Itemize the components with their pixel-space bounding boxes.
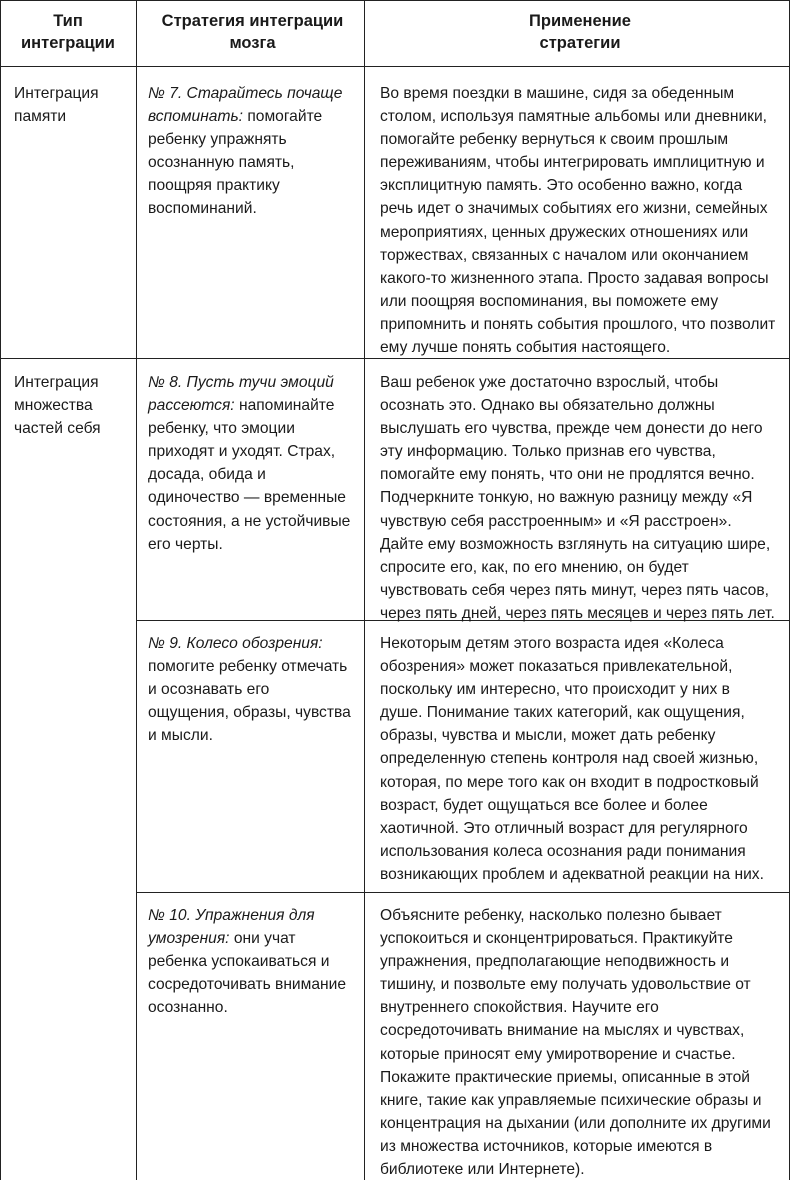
- header-application: Применение стратегии: [529, 12, 631, 52]
- strategy-cell: [148, 632, 353, 747]
- column-divider: [136, 0, 137, 1180]
- strategy-text: помогайте ребенку упражнять осознанную память, поощряя практику воспоминаний.: [148, 108, 323, 218]
- strategy-text: помогите ребенку отмечать и осознавать его ощущения, образы, чувства и мысли.: [148, 658, 351, 745]
- strategy-cell: [148, 82, 353, 221]
- integration-type: Интеграция памяти: [14, 85, 99, 126]
- table-top-border: [0, 0, 790, 1]
- row-divider: [136, 892, 790, 893]
- strategy-text: они учат ребенка успокаиваться и сосредоточивать внимание осознанно.: [148, 930, 347, 1017]
- header-type: Тип интеграции: [21, 12, 115, 52]
- strategy-title: № 7. Старайтесь почаще вспоминать:: [148, 85, 343, 126]
- application-text: Объясните ребенку, насколько полезно бывает успокоиться и сконцентрироваться. Практикуйте упражнения, предполагающие неподвижность и тишину, и позвольте ему получать удовольствие от внутреннего спокойствия. Научите его сосредоточивать внимание на мыслях и чувствах, которые приносят ему умиротворение и счастье. Покажите практические приемы, описанные в этой книге, такие как управляемые психические образы и концентрация на дыхании (или дополните их другими из множества источников, которые имеются в библиотеке или Интернете).: [380, 907, 771, 1179]
- strategy-title: № 10. Упражнения для умозрения:: [148, 907, 315, 948]
- application-text: Во время поездки в машине, сидя за обеденным столом, используя памятные альбомы или дневники, помогайте ребенку вернуться к своим прошлым переживаниям, чтобы интегрировать имплицитную и эксплицитную память. Это особенно важно, когда речь идет о значимых событиях его жизни, семейных мероприятиях, ценных дружеских отношениях или торжествах, связанных с началом или окончанием какого-то жизненного этапа. Просто задавая вопросы или поощряя воспоминания, вы поможете ему припомнить и понять события прошлого, что позволит ему лучше понять события настоящего.: [380, 85, 776, 357]
- strategy-cell: [148, 904, 353, 1019]
- header-divider: [0, 66, 790, 67]
- strategy-text: напоминайте ребенку, что эмоции приходят и уходят. Страх, досада, обида и одиночество — временные состояния, а не устойчивые его черты.: [148, 397, 351, 553]
- integration-type: Интеграция множества частей себя: [14, 374, 101, 438]
- strategy-title: № 8. Пусть тучи эмоций рассеются:: [148, 374, 334, 415]
- strategy-cell: [148, 371, 353, 556]
- strategy-title: № 9. Колесо обозрения:: [148, 635, 323, 652]
- header-strategy: Стратегия интеграции мозга: [161, 12, 344, 52]
- application-text: Некоторым детям этого возраста идея «Колеса обозрения» может показаться привлекательной, поскольку им интересно, что происходит у них в душе. Понимание таких категорий, как ощущения, образы, чувства и мысли, может дать ребенку определенную степень контроля над своей жизнью, которая, по мере того как он входит в подростковый возраст, будет ощущаться все более и более хаотичной. Это отличный возраст для регулярного использования колеса осознания ради понимания возникающих проблем и адекватной реакции на них.: [380, 635, 764, 883]
- application-text: Ваш ребенок уже достаточно взрослый, чтобы осознать это. Однако вы обязательно должны выслушать его чувства, прежде чем донести до него эту информацию. Только признав его чувства, помогайте ему понять, что они не продлятся вечно. Подчеркните тонкую, но важную разницу между «Я чувствую себя расстроенным» и «Я расстроен». Дайте ему возможность взглянуть на ситуацию шире, спросите его, как, по его мнению, он будет чувствовать себя через пять минут, через пять часов, через пять дней, через пять месяцев и через пять лет.: [380, 374, 775, 622]
- column-divider: [364, 0, 365, 1180]
- table-left-border: [0, 0, 1, 1180]
